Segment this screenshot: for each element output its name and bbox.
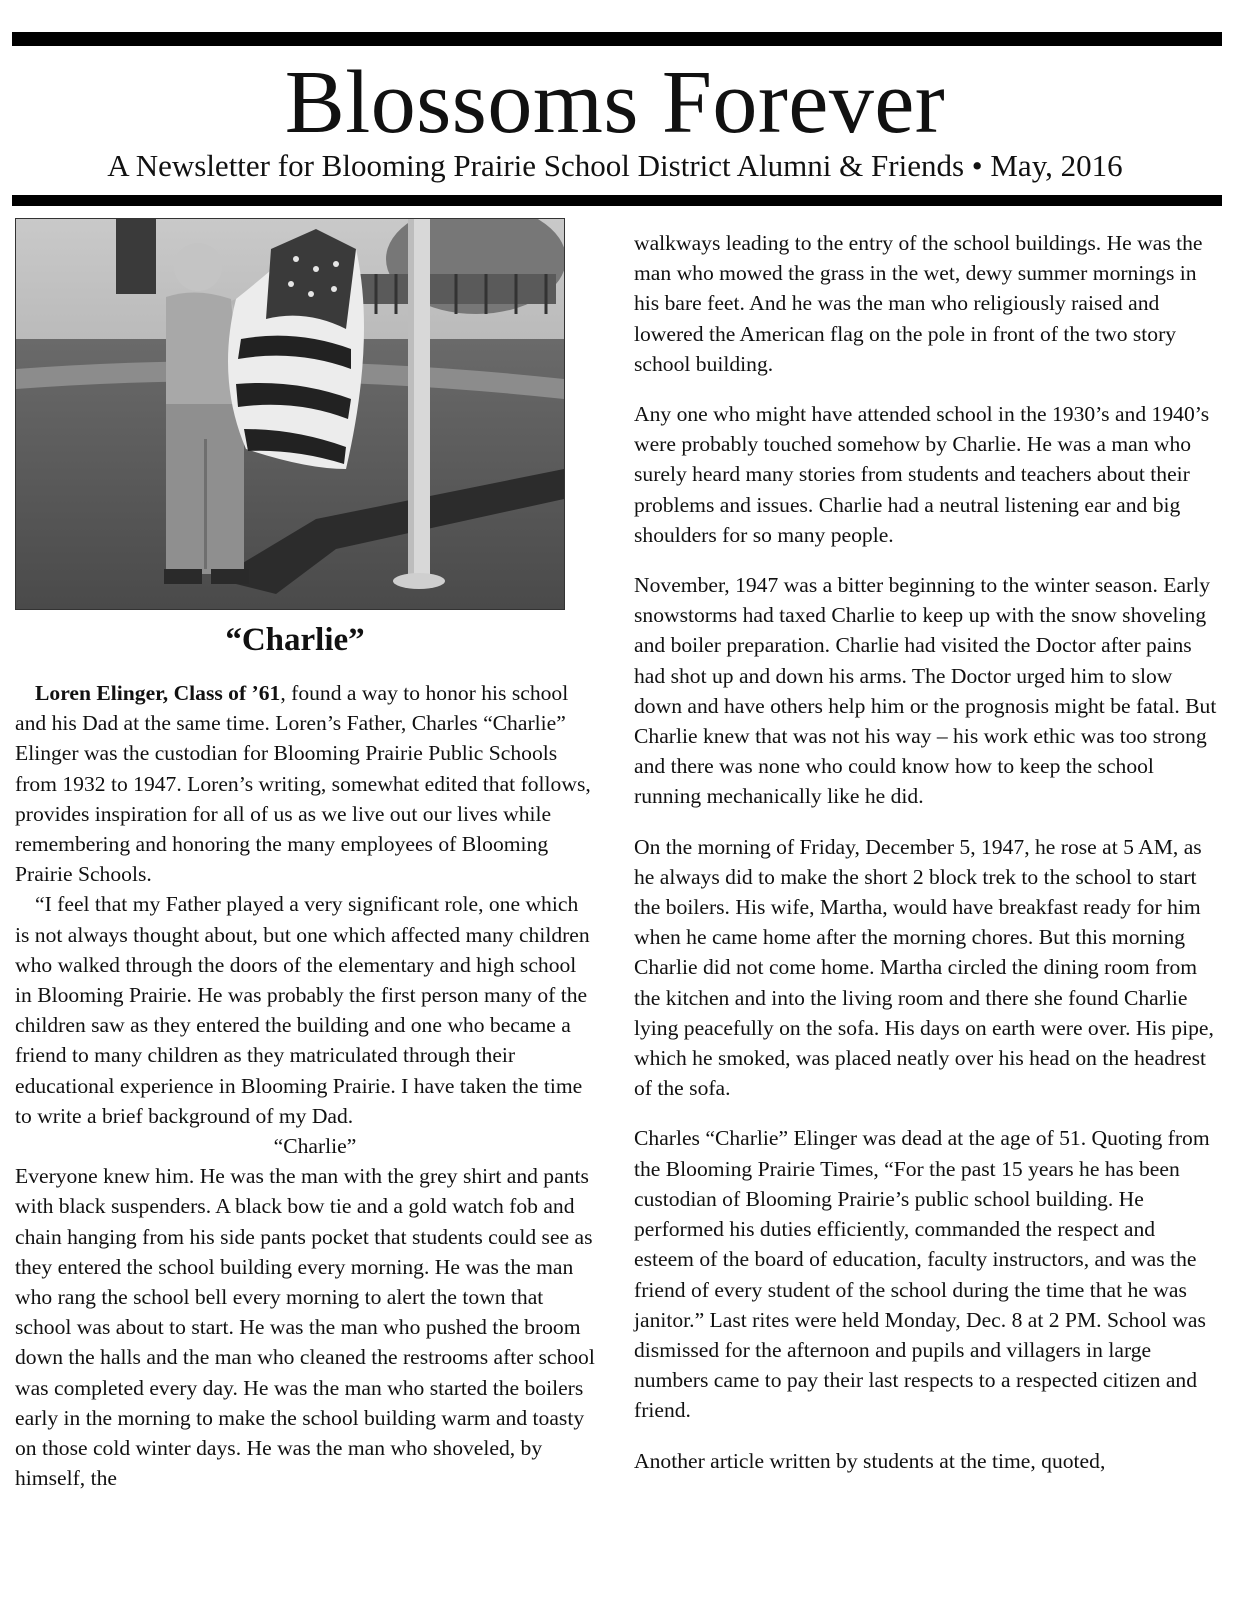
- intro-text: , found a way to honor his school and his Dad at the same time. Loren’s Father, Charles “Charlie” Elinger was the custodian for Blooming Prairie Public Schools from 1932 to 1947. Loren’s writing, somewhat edited that follows, provides inspiration for all of us as we live out our lives while remembering and honoring the many employees of Blooming Prairie Schools.: [15, 681, 591, 887]
- newsletter-subtitle: A Newsletter for Blooming Prairie School District Alumni & Friends • May, 2016: [107, 148, 1123, 183]
- quote-paragraph: “I feel that my Father played a very significant role, one which is not always thought about, but one which affected many children who walked through the doors of the elementary and high school in Blooming Prairie. He was probably the first person many of the children saw as they entered the building and one who became a friend to many children as they matriculated through their educational experience in Blooming Prairie. I have taken the time to write a brief background of my Dad.: [15, 892, 590, 1128]
- top-rule: [12, 32, 1222, 46]
- anyone-paragraph: Any one who might have attended school in the 1930’s and 1940’s were probably touched somehow by Charlie. He was a man who surely heard many stories from students and teachers about their problems and issues. Charlie had a neutral listening ear and big shoulders for so many people.: [634, 402, 1210, 547]
- charlie-flag-photo: [15, 218, 565, 610]
- right-column: [634, 228, 1219, 1476]
- morning-paragraph: On the morning of Friday, December 5, 1947, he rose at 5 AM, as he always did to make the short 2 block trek to the school to start the boilers. His wife, Martha, would have breakfast ready for him when he came home after the morning chores. But this morning Charlie did not come home. Martha circled the dining room from the kitchen and into the living room and there she found Charlie lying peacefully on the sofa. His days on earth were over. His pipe, which he smoked, was placed neatly over his head on the headrest of the sofa.: [634, 834, 1214, 1101]
- november-paragraph: November, 1947 was a bitter beginning to the winter season. Early snowstorms had taxed Charlie to keep up with the snow shoveling and boiler preparation. Charlie had visited the Doctor after pains had shot up and down his arms. The Doctor urged him to slow down and have others help him or the prognosis might be fatal. But Charlie knew that was not his way – his work ethic was too strong and there was none who could know how to keep the school running mechanically like he did.: [634, 573, 1217, 809]
- intro-paragraph: [15, 678, 595, 889]
- another-article-paragraph: Another article written by students at the time, quoted,: [634, 1448, 1106, 1473]
- everyone-paragraph: Everyone knew him. He was the man with the grey shirt and pants with black suspenders. A black bow tie and a gold watch fob and chain hanging from his side pants pocket that students could see as they entered the school building every morning. He was the man who rang the school bell every morning to alert the town that school was about to start. He was the man who pushed the broom down the halls and the man who cleaned the restrooms after school was completed every day. He was the man who started the boilers early in the morning to make the school building warm and toasty on those cold winter days. He was the man who shoveled, by himself, the: [15, 1164, 595, 1491]
- photo-caption: “Charlie”: [225, 622, 365, 658]
- masthead-rule: [12, 195, 1222, 206]
- newsletter-title: Blossoms Forever: [284, 53, 946, 152]
- charles-paragraph: Charles “Charlie” Elinger was dead at the age of 51. Quoting from the Blooming Prairie Times, “For the past 15 years he has been custodian of Blooming Prairie’s public school building. He performed his duties efficiently, commanded the respect and esteem of the board of education, faculty instructors, and was the friend of every student of the school during the time that he was janitor.” Last rites were held Monday, Dec. 8 at 2 PM. School was dismissed for the afternoon and pupils and villagers in large numbers came to pay their last respects to a respected citizen and friend.: [634, 1126, 1210, 1423]
- section-subhead: “Charlie”: [273, 1134, 357, 1159]
- left-column: [15, 218, 595, 1493]
- walkways-paragraph: walkways leading to the entry of the school buildings. He was the man who mowed the grass in the wet, dewy summer mornings in his bare feet. And he was the man who religiously raised and lowered the American flag on the pole in front of the two story school building.: [634, 231, 1203, 376]
- intro-name: Loren Elinger, Class of ’61: [35, 681, 281, 705]
